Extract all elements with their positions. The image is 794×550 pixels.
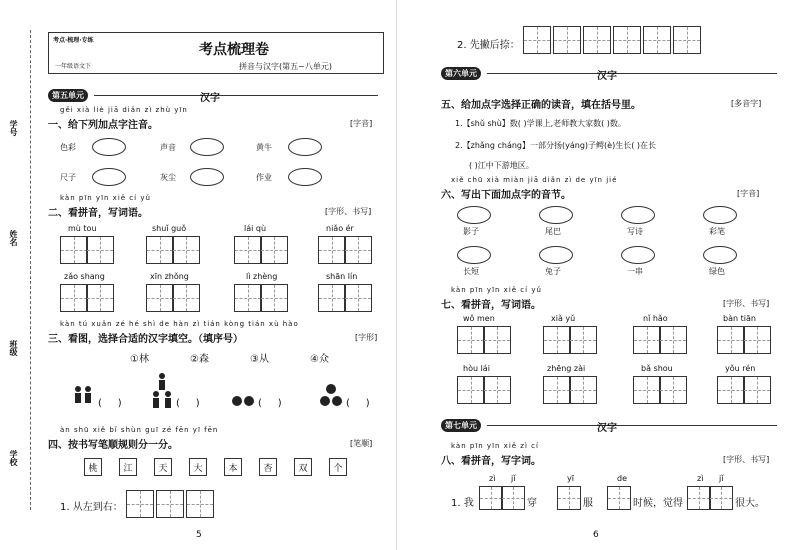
- q5-line2: 2.【zhǎng cháng】一部分扬(yáng)子鳄(è)生长( )在长: [455, 141, 656, 150]
- tian-box[interactable]: [709, 486, 733, 510]
- q6-item: 兔子: [545, 267, 561, 276]
- tian-box[interactable]: [543, 326, 571, 354]
- q7-py: bàn tiān: [723, 314, 756, 323]
- tian-box[interactable]: [613, 26, 641, 54]
- q8-py: jǐ: [719, 474, 724, 483]
- tian-box[interactable]: [743, 376, 771, 404]
- q1-pinyin: gěi xià liè jiā diǎn zì zhù yīn: [60, 106, 188, 114]
- tree-icon: [332, 396, 342, 406]
- q8-py: zì: [697, 474, 704, 483]
- answer-cloud[interactable]: [288, 138, 322, 156]
- answer-cloud[interactable]: [457, 246, 491, 264]
- tian-box[interactable]: [687, 486, 711, 510]
- margin-student-id: 学号: [9, 120, 18, 136]
- answer-cloud[interactable]: [92, 168, 126, 186]
- stroke-char: 江: [119, 458, 137, 476]
- q2-py-1: mù tou: [68, 224, 97, 233]
- q7-py: yǒu rén: [725, 364, 756, 373]
- q7-py: bǎ shou: [641, 364, 673, 373]
- answer-cloud[interactable]: [92, 138, 126, 156]
- tian-box[interactable]: [553, 26, 581, 54]
- unit5-label: 第五单元: [48, 89, 88, 102]
- margin-name: 姓名: [9, 230, 18, 246]
- tian-box[interactable]: [260, 284, 288, 312]
- q7-text: 七、看拼音，写词语。: [441, 300, 541, 311]
- q7-py: wǒ men: [463, 314, 495, 323]
- left-page: 学号 姓名 班级 学校 考点·梳理·专练 考点梳理卷 一年级语文下 拼音与汉字(第五~八单元) 第五单元 汉字 gěi xià liè jiā diǎn zì zhù yīn 一、给下列加点字注音。 [字音] 色彩 声音 黄牛 尺子 灰尘 作业 kàn pīn yīn xiě cí yǔ 二、看拼音，写词语。 [字形、书写] mù tou shuǐ guǒ lái qù niǎo ér zǎo shang xīn zhǒng lì zhèng shān lín kàn tú xuǎn zé hé shì de hàn zì tián kòng tián xù hào 三、看图，选择合适的汉字填空。（填序号） [字形] ①林 ②森 ③从 ④众 ( ) ( ) ( ) ( ) àn shū xiě bǐ shùn guī zé fēn yī fēn 四、按书写笔顺规则分一分。 [笔顺] 桃 江 天 大 本 杏 双 个 1. 从左到右： 5: [0, 0, 397, 550]
- q2-py-4: niǎo ér: [326, 224, 354, 233]
- tree-icon: [326, 384, 336, 394]
- tian-box[interactable]: [483, 326, 511, 354]
- right-page: [397, 0, 794, 550]
- q4-text: 四、按书写笔顺规则分一分。: [48, 440, 178, 451]
- tian-box[interactable]: [479, 486, 503, 510]
- header-tags: 考点·梳理·专练: [53, 37, 94, 44]
- answer-cloud[interactable]: [190, 168, 224, 186]
- q1-tag: [字音]: [350, 119, 373, 128]
- q8-py: jǐ: [511, 474, 516, 483]
- q1-item-5: 灰尘: [160, 173, 176, 182]
- q2-pinyin: kàn pīn yīn xiě cí yǔ: [60, 194, 151, 202]
- q8-py: zì: [489, 474, 496, 483]
- stroke-char: 杏: [259, 458, 277, 476]
- stroke-char: 个: [329, 458, 347, 476]
- q8-text: 八、看拼音，写字词。: [441, 456, 541, 467]
- q1-item-6: 作业: [256, 173, 272, 182]
- answer-cloud[interactable]: [190, 138, 224, 156]
- q3-option-4: ④众: [310, 354, 329, 365]
- tree-icon: [320, 396, 330, 406]
- answer-cloud[interactable]: [621, 206, 655, 224]
- q6-tag: [字音]: [737, 189, 760, 198]
- q6-pinyin: xiě chū xià miàn jiā diǎn zì de yīn jié: [451, 176, 618, 184]
- tian-box[interactable]: [146, 284, 174, 312]
- q1-item-1: 色彩: [60, 143, 76, 152]
- tian-box[interactable]: [60, 284, 88, 312]
- q2-py-3: lái qù: [244, 224, 267, 233]
- q8-seg: 很大。: [735, 498, 765, 509]
- tian-box[interactable]: [483, 376, 511, 404]
- tian-box[interactable]: [86, 236, 114, 264]
- q7-py: zhēng zài: [547, 364, 586, 373]
- tree-icon: [244, 396, 254, 406]
- q6-item: 写诗: [627, 227, 643, 236]
- q8-pinyin: kàn pīn yīn xiě zì cí: [451, 442, 539, 450]
- q6-item: 一串: [627, 267, 643, 276]
- cut-line: [30, 30, 32, 510]
- q1-item-4: 尺子: [60, 173, 76, 182]
- page-subtitle: 拼音与汉字(第五~八单元): [239, 62, 332, 71]
- q8-seg: 穿: [527, 498, 537, 509]
- q2-py-8: shān lín: [326, 272, 358, 281]
- q1-text: 一、给下列加点字注音。: [48, 120, 158, 131]
- q2-text: 二、看拼音，写词语。: [48, 208, 148, 219]
- tian-box[interactable]: [659, 326, 687, 354]
- q6-item: 彩笔: [709, 227, 725, 236]
- tian-box[interactable]: [86, 284, 114, 312]
- stroke-char: 天: [154, 458, 172, 476]
- tree-icon: [232, 396, 242, 406]
- tian-box[interactable]: [344, 284, 372, 312]
- tian-box[interactable]: [146, 236, 174, 264]
- q4-tag: [笔顺]: [350, 439, 373, 448]
- tian-box[interactable]: [186, 490, 214, 518]
- page-number-right: 6: [593, 530, 599, 540]
- answer-cloud[interactable]: [703, 246, 737, 264]
- tian-box[interactable]: [234, 236, 262, 264]
- tian-box[interactable]: [643, 26, 671, 54]
- tian-box[interactable]: [659, 376, 687, 404]
- q6-text: 六、写出下面加点字的音节。: [441, 190, 571, 201]
- tian-box[interactable]: [523, 26, 551, 54]
- grade-label: 一年级语文下: [55, 63, 92, 70]
- page-title: 考点梳理卷: [199, 42, 269, 58]
- q1-item-2: 声音: [160, 143, 176, 152]
- q7-py: nǐ hǎo: [643, 314, 668, 323]
- stroke-char: 桃: [84, 458, 102, 476]
- tian-box[interactable]: [457, 376, 485, 404]
- q8-tag: [字形、书写]: [723, 455, 770, 464]
- unit7-topic: 汉字: [597, 423, 617, 434]
- stroke-char: 本: [224, 458, 242, 476]
- q8-seg: 时候，觉得: [633, 498, 683, 509]
- people-three-picture: [150, 372, 174, 412]
- tian-box[interactable]: [172, 284, 200, 312]
- answer-cloud[interactable]: [288, 168, 322, 186]
- answer-cloud[interactable]: [703, 206, 737, 224]
- unit6-label: 第六单元: [441, 67, 481, 80]
- tian-box[interactable]: [457, 326, 485, 354]
- q2-py-5: zǎo shang: [64, 272, 105, 281]
- unit7-label: 第七单元: [441, 419, 481, 432]
- q7-py: xià yǔ: [551, 314, 576, 323]
- tian-box[interactable]: [633, 326, 661, 354]
- margin-class: 班级: [9, 340, 18, 356]
- answer-cloud[interactable]: [621, 246, 655, 264]
- q7-pinyin: kàn pīn yīn xiě cí yǔ: [451, 286, 542, 294]
- q8-py: yī: [567, 474, 574, 483]
- tian-box[interactable]: [260, 236, 288, 264]
- tian-box[interactable]: [717, 376, 745, 404]
- q1-item-3: 黄牛: [256, 143, 272, 152]
- q6-item: 长短: [463, 267, 479, 276]
- q7-py: hòu lái: [463, 364, 490, 373]
- answer-cloud[interactable]: [539, 206, 573, 224]
- q2-py-2: shuǐ guǒ: [152, 224, 187, 233]
- page-number-left: 5: [196, 530, 202, 540]
- tian-box[interactable]: [743, 326, 771, 354]
- q3-pinyin: kàn tú xuǎn zé hé shì de hàn zì tián kòng tián xù hào: [60, 320, 299, 328]
- q3-text: 三、看图，选择合适的汉字填空。（填序号）: [48, 334, 243, 345]
- people-two-picture: [72, 384, 94, 410]
- tian-box[interactable]: [60, 236, 88, 264]
- tian-box[interactable]: [501, 486, 525, 510]
- q8-py: de: [617, 474, 627, 483]
- unit5-topic: 汉字: [200, 93, 220, 104]
- q6-item: 影子: [463, 227, 479, 236]
- q6-item: 绿色: [709, 267, 725, 276]
- tian-box[interactable]: [607, 486, 631, 510]
- tian-box[interactable]: [543, 376, 571, 404]
- tian-box[interactable]: [156, 490, 184, 518]
- q4-pinyin: àn shū xiě bǐ shùn guī zé fēn yī fēn: [60, 426, 219, 434]
- q3-tag: [字形]: [355, 333, 378, 342]
- q3-option-3: ③从: [250, 354, 269, 365]
- tian-box[interactable]: [126, 490, 154, 518]
- q3-option-2: ②森: [190, 354, 209, 365]
- q2-py-6: xīn zhǒng: [150, 272, 189, 281]
- tian-box[interactable]: [569, 376, 597, 404]
- unit6-topic: 汉字: [597, 71, 617, 82]
- answer-cloud[interactable]: [539, 246, 573, 264]
- q2-tag: [字形、书写]: [325, 207, 372, 216]
- tian-box[interactable]: [318, 236, 346, 264]
- tian-box[interactable]: [172, 236, 200, 264]
- tian-box[interactable]: [569, 326, 597, 354]
- stroke-char: 大: [189, 458, 207, 476]
- tian-box[interactable]: [557, 486, 581, 510]
- q6-item: 尾巴: [545, 227, 561, 236]
- header-box: [48, 32, 384, 74]
- q5-tag: [多音字]: [731, 99, 762, 108]
- q5-line3: ( )江中下游地区。: [469, 161, 534, 170]
- q4-sub1: 1. 从左到右：: [60, 502, 123, 513]
- q8-seg: 服: [583, 498, 593, 509]
- tian-box[interactable]: [633, 376, 661, 404]
- q5-text: 五、给加点字选择正确的读音，填在括号里。: [441, 100, 641, 111]
- answer-cloud[interactable]: [457, 206, 491, 224]
- tian-box[interactable]: [318, 284, 346, 312]
- tian-box[interactable]: [673, 26, 701, 54]
- tian-box[interactable]: [234, 284, 262, 312]
- q2-py-7: lì zhèng: [246, 272, 278, 281]
- q5-line1: 1.【shǔ shù】数( )学课上,老师教大家数( )数。: [455, 119, 626, 128]
- q7-tag: [字形、书写]: [723, 299, 770, 308]
- stroke-char: 双: [294, 458, 312, 476]
- margin-school: 学校: [9, 450, 18, 466]
- q4-sub2: 2. 先撇后捺：: [457, 40, 520, 51]
- q3-option-1: ①林: [130, 354, 149, 365]
- tian-box[interactable]: [344, 236, 372, 264]
- tian-box[interactable]: [717, 326, 745, 354]
- q8-seg: 1. 我: [451, 498, 474, 509]
- tian-box[interactable]: [583, 26, 611, 54]
